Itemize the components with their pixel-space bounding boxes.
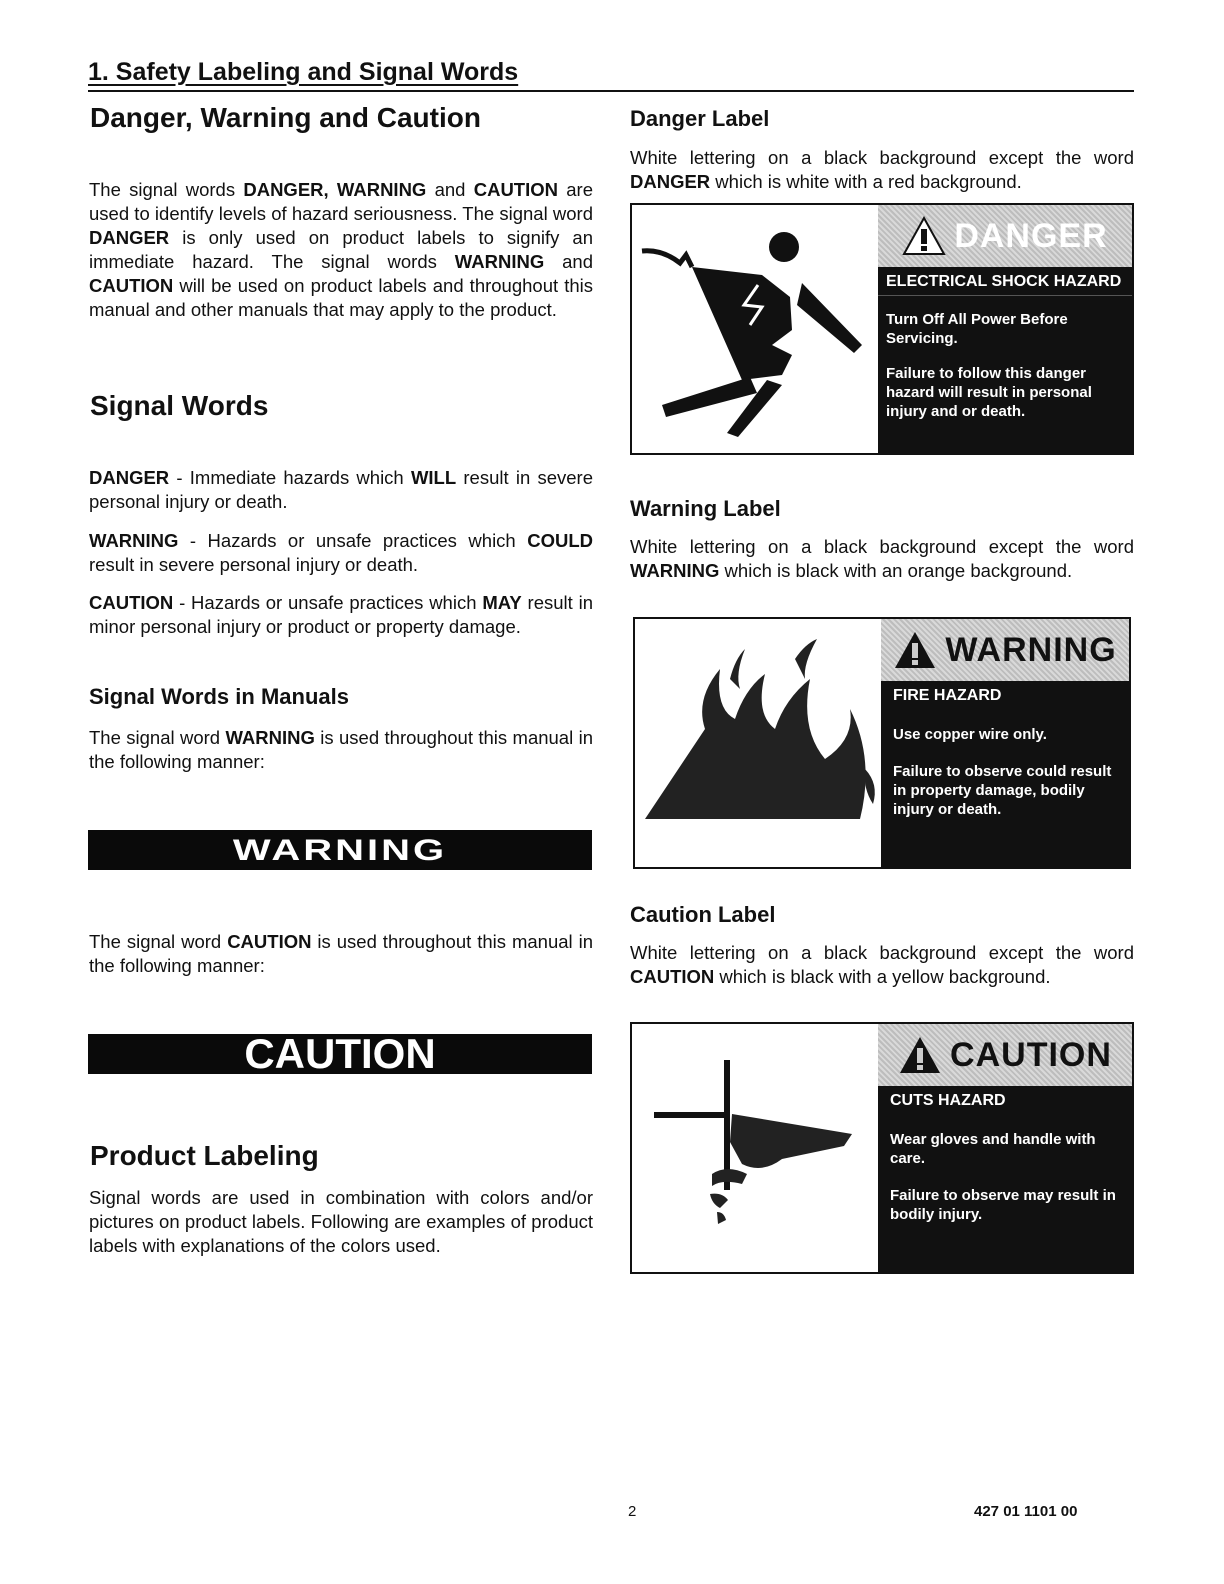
warning-label-description <box>630 535 1134 583</box>
text-run: and <box>426 179 474 200</box>
text-run: and <box>544 251 593 272</box>
text-run: which is black with a yellow background. <box>714 966 1051 987</box>
warning-hazard-title: FIRE HAZARD <box>893 687 1002 704</box>
text-run: - Hazards or unsafe practices which <box>178 530 528 551</box>
warning-consequence: Failure to observe could result in property damage, bodily injury or death. <box>893 763 1112 818</box>
text-run: - Hazards or unsafe practices which <box>173 592 483 613</box>
page-number: 2 <box>628 1503 637 1520</box>
warning-banner <box>88 830 592 870</box>
text-run: The signal word <box>89 931 228 952</box>
manual-warning-text <box>89 726 593 774</box>
danger-label <box>630 203 1134 455</box>
warning-signal-header <box>881 619 1129 681</box>
cut-hand-pictogram <box>632 1024 876 1272</box>
warning-label-panel <box>881 619 1129 867</box>
text-run: Signal words are used in combination with colors and/or pictures on product labels. Following are examples of product labels with explanations of the colors used. <box>89 1187 593 1256</box>
caution-signal-word: CAUTION <box>950 1035 1112 1074</box>
emphasis-text: DANGER <box>89 227 170 248</box>
emphasis-text: DANGER <box>630 171 711 192</box>
emphasis-text: DANGER, WARNING <box>243 179 427 200</box>
danger-consequence: Failure to follow this danger hazard will result in personal injury and or death. <box>886 365 1092 420</box>
definition-danger <box>89 466 593 514</box>
emphasis-text: DANGER <box>89 467 170 488</box>
text-run: result in severe personal injury or death. <box>89 467 593 512</box>
caution-label-description <box>630 941 1134 989</box>
caution-hazard-title: CUTS HAZARD <box>890 1092 1006 1109</box>
alert-triangle-icon <box>898 1035 942 1075</box>
emphasis-text: CAUTION <box>89 592 174 613</box>
danger-hazard-title: ELECTRICAL SHOCK HAZARD <box>878 267 1132 296</box>
warning-banner-text: WARNING <box>232 833 448 867</box>
text-run: The signal word <box>89 727 226 748</box>
heading-product-labeling: Product Labeling <box>90 1140 319 1171</box>
electrical-shock-pictogram <box>632 205 876 453</box>
caution-signal-header <box>878 1024 1132 1086</box>
caution-consequence: Failure to observe may result in bodily injury. <box>890 1187 1116 1223</box>
product-labeling-text <box>89 1186 593 1258</box>
danger-label-panel <box>878 205 1132 453</box>
danger-label-description <box>630 146 1134 194</box>
text-run: is used throughout this manual in the following manner: <box>89 727 593 772</box>
definition-warning <box>89 529 593 577</box>
text-run: will be used on product labels and throughout this manual and other manuals that may apply to the product. <box>89 275 593 320</box>
heading-danger-label: Danger Label <box>630 106 770 131</box>
emphasis-text: CAUTION <box>630 966 715 987</box>
emphasis-text: MAY <box>482 592 522 613</box>
alert-triangle-icon <box>902 216 946 256</box>
text-run: White lettering on a black background except the word <box>630 536 1134 557</box>
heading-signal-words-in-manuals: Signal Words in Manuals <box>89 684 349 709</box>
text-run: - Immediate hazards which <box>169 467 411 488</box>
fire-pictogram <box>635 619 879 867</box>
text-run: result in minor personal injury or product or property damage. <box>89 592 593 637</box>
emphasis-text: CAUTION <box>227 931 312 952</box>
danger-signal-word: DANGER <box>954 216 1108 255</box>
heading-warning-label: Warning Label <box>630 496 781 521</box>
document-number: 427 01 1101 00 <box>974 1503 1078 1520</box>
definition-caution <box>89 591 593 639</box>
caution-instruction: Wear gloves and handle with care. <box>890 1131 1096 1167</box>
text-run: which is black with an orange background. <box>719 560 1073 581</box>
text-run: result in severe personal injury or death. <box>89 554 419 575</box>
alert-triangle-icon <box>893 630 937 670</box>
emphasis-text: CAUTION <box>473 179 558 200</box>
emphasis-text: WARNING <box>630 560 720 581</box>
emphasis-text: WARNING <box>89 530 179 551</box>
text-run: The signal words <box>89 179 244 200</box>
emphasis-text: WILL <box>410 467 457 488</box>
text-run: is used throughout this manual in the following manner: <box>89 931 593 976</box>
emphasis-text: CAUTION <box>89 275 174 296</box>
caution-banner <box>88 1034 592 1074</box>
text-run: White lettering on a black background except the word <box>630 147 1134 168</box>
text-run: are used to identify levels of hazard seriousness. The signal word <box>89 179 593 224</box>
caution-label-panel <box>878 1024 1132 1272</box>
manual-caution-text <box>89 930 593 978</box>
intro-paragraph <box>89 178 593 322</box>
emphasis-text: WARNING <box>454 251 545 272</box>
warning-signal-word: WARNING <box>945 630 1117 669</box>
heading-danger-warning-caution: Danger, Warning and Caution <box>90 102 481 133</box>
heading-signal-words: Signal Words <box>90 390 269 421</box>
warning-instruction: Use copper wire only. <box>893 726 1047 743</box>
emphasis-text: WARNING <box>225 727 315 748</box>
danger-signal-header <box>878 205 1132 267</box>
caution-banner-text: CAUTION <box>244 1034 436 1074</box>
text-run: which is white with a red background. <box>710 171 1022 192</box>
text-run: is only used on product labels to signify an immediate hazard. The signal words <box>89 227 593 272</box>
danger-instruction: Turn Off All Power Before Servicing. <box>886 311 1068 347</box>
heading-caution-label: Caution Label <box>630 902 776 927</box>
text-run: White lettering on a black background except the word <box>630 942 1134 963</box>
section-title: 1. Safety Labeling and Signal Words <box>88 56 1134 92</box>
warning-label <box>633 617 1131 869</box>
emphasis-text: COULD <box>527 530 593 551</box>
caution-label <box>630 1022 1134 1274</box>
